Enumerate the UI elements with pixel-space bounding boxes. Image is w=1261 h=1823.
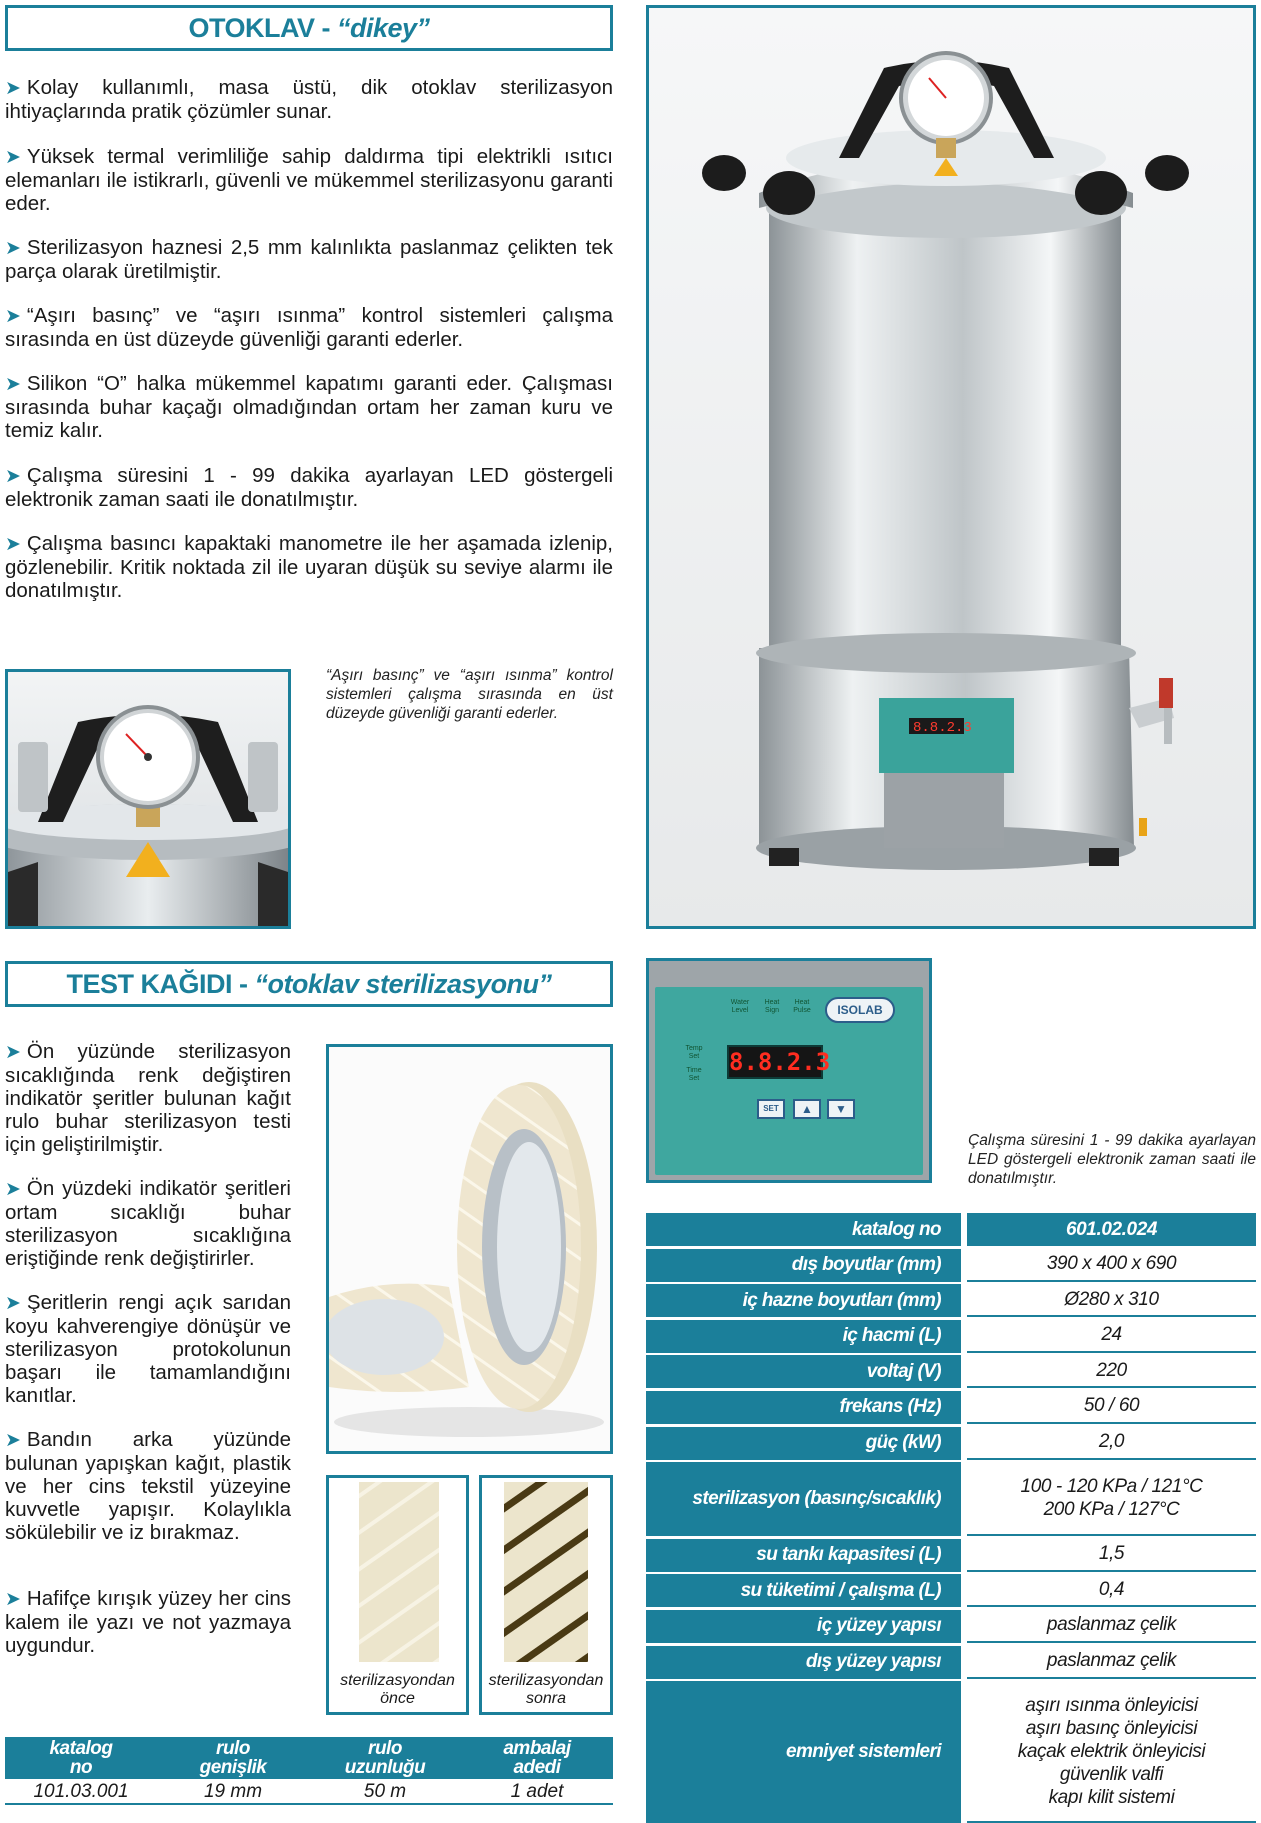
- spec-row: [646, 1462, 1256, 1536]
- table-row: [5, 1779, 613, 1805]
- led-display: [727, 1045, 831, 1079]
- spec-label: iç yüzey yapısı: [646, 1610, 961, 1643]
- spec-label: iç hacmi (L): [646, 1320, 961, 1353]
- cell-width: 19 mm: [203, 1781, 263, 1802]
- section1-title-main: OTOKLAV -: [188, 13, 337, 43]
- spec-row: [646, 1681, 1256, 1823]
- down-button[interactable]: [827, 1099, 855, 1119]
- bullet-3: ➤ Sterilizasyon haznesi 2,5 mm kalınlıkta paslanmaz çelikten tek parça olarak üretilmiştir.: [5, 236, 613, 283]
- spec-row: [646, 1284, 1256, 1317]
- test-bullet-1: ➤ Ön yüzünde sterilizasyon sıcaklığında renk değiştiren indikatör şeritler bulunan kağıt rulo buhar sterilizasyon testi için geliştirilmiştir.: [5, 1040, 291, 1156]
- set-button[interactable]: SET: [757, 1099, 785, 1119]
- bullet-7: ➤ Çalışma basıncı kapaktaki manometre ile her aşamada izlenip, gözlenebilir. Kritik noktada zil ile uyaran düşük su seviye alarmı ile donatılmıştır.: [5, 532, 613, 602]
- section2-title: [5, 961, 613, 1007]
- spec-row: [646, 1355, 1256, 1388]
- caption-panel: Çalışma süresini 1 - 99 dakika ayarlayan LED göstergeli elektronik zaman saati ile donatılmıştır.: [968, 1132, 1256, 1187]
- arrow-right-icon: ➤: [5, 1293, 21, 1314]
- spec-value: aşırı ısınma önleyicisi aşırı basınç önleyicisi kaçak elektrik önleyicisi güvenlik valfi kapı kilit sistemi: [967, 1681, 1256, 1823]
- arrow-right-icon: ➤: [5, 466, 21, 487]
- gauge-closeup-image: [5, 669, 291, 929]
- spec-value: 2,0: [967, 1427, 1256, 1460]
- arrow-right-icon: ➤: [5, 1589, 21, 1610]
- spec-label: emniyet sistemleri: [646, 1681, 961, 1823]
- arrow-right-icon: ➤: [5, 374, 21, 395]
- spec-value: 100 - 120 KPa / 121°C 200 KPa / 127°C: [967, 1462, 1256, 1536]
- test-bullet-4: ➤ Bandın arka yüzünde bulunan yapışkan kağıt, plastik ve her cins tekstil yüzeyine kuvvetle yapışır. Kolaylıkla sökülebilir ve iz bırakmaz.: [5, 1428, 291, 1544]
- autoclave-illustration: [649, 8, 1253, 926]
- brand-logo: ISOLAB: [825, 997, 895, 1023]
- spec-row: [646, 1610, 1256, 1643]
- bullet-1: ➤ Kolay kullanımlı, masa üstü, dik otoklav sterilizasyon ihtiyaçlarında pratik çözümler sunar.: [5, 76, 613, 123]
- spec-label: iç hazne boyutları (mm): [646, 1284, 961, 1317]
- cell-package: 1 adet: [510, 1781, 564, 1802]
- bullet-2: ➤ Yüksek termal verimliliğe sahip daldırma tipi elektrikli ısıtıcı elemanları ile istikrarlı, güvenli ve mükemmel sterilizasyonu garanti eder.: [5, 145, 613, 215]
- spec-value: 50 / 60: [967, 1391, 1256, 1424]
- caption-gauge: “Aşırı basınç” ve “aşırı ısınma” kontrol sistemleri çalışma sırasında en üst düzeyde güvenliği garanti ederler.: [326, 667, 613, 722]
- spec-value: paslanmaz çelik: [967, 1646, 1256, 1679]
- section2-title-main: TEST KAĞIDI -: [66, 969, 255, 999]
- autoclave-image: [646, 5, 1256, 929]
- spec-row: [646, 1646, 1256, 1679]
- spec-row: [646, 1539, 1256, 1572]
- spec-label: sterilizasyon (basınç/sıcaklık): [646, 1462, 961, 1536]
- panel-face: [655, 987, 923, 1175]
- gauge-closeup-illustration: [8, 672, 288, 926]
- table-header: [5, 1737, 613, 1779]
- spec-value: 1,5: [967, 1539, 1256, 1572]
- spec-value: 220: [967, 1355, 1256, 1388]
- heat-pulse-label: Heat Pulse: [793, 999, 811, 1014]
- test-bullet-2: ➤ Ön yüzdeki indikatör şeritleri ortam sıcaklığı buhar sterilizasyon sıcaklığına eriştiğinde renk değiştirirler.: [5, 1177, 291, 1270]
- test-paper-table: [5, 1737, 613, 1805]
- tape-roll-image: [326, 1044, 613, 1454]
- test-bullet-5: ➤ Hafifçe kırışık yüzey her cins kalem ile yazı ve not yazmaya uygundur.: [5, 1587, 291, 1657]
- header-catalog: katalog no: [49, 1738, 113, 1778]
- arrow-right-icon: ➤: [5, 238, 21, 259]
- spec-row: [646, 1574, 1256, 1607]
- before-label: sterilizasyondan önce: [340, 1672, 455, 1707]
- water-level-label: Water Level: [730, 999, 750, 1014]
- spec-row: [646, 1213, 1256, 1246]
- cell-length: 50 m: [363, 1781, 407, 1802]
- spec-row: [646, 1391, 1256, 1424]
- arrow-right-icon: ➤: [5, 1042, 21, 1063]
- spec-label: dış boyutlar (mm): [646, 1249, 961, 1282]
- heat-sign-label: Heat Sign: [764, 999, 780, 1014]
- spec-label: dış yüzey yapısı: [646, 1646, 961, 1679]
- spec-label: su tankı kapasitesi (L): [646, 1539, 961, 1572]
- control-panel-image: [646, 958, 932, 1183]
- spec-value: Ø280 x 310: [967, 1284, 1256, 1317]
- header-length: rulo uzunluğu: [344, 1738, 426, 1778]
- temp-set-label: Temp Set: [685, 1045, 703, 1060]
- spec-row: [646, 1249, 1256, 1282]
- spec-value: 390 x 400 x 690: [967, 1249, 1256, 1282]
- spec-label: frekans (Hz): [646, 1391, 961, 1424]
- section1-title: [5, 5, 613, 51]
- up-button[interactable]: [793, 1099, 821, 1119]
- spec-value: 24: [967, 1320, 1256, 1353]
- test-bullet-3: ➤ Şeritlerin rengi açık sarıdan koyu kahverengiye dönüşür ve sterilizasyon protokolunun başarı ile tamamlandığını kanıtlar.: [5, 1291, 291, 1407]
- time-set-label: Time Set: [686, 1067, 702, 1082]
- header-width: rulo genişlik: [199, 1738, 267, 1778]
- header-package: ambalaj adedi: [503, 1738, 571, 1778]
- strip-after-illustration: [482, 1478, 610, 1668]
- spec-table: [646, 1213, 1256, 1823]
- section2-title-sub: “otoklav sterilizasyonu”: [254, 969, 552, 999]
- spec-value: paslanmaz çelik: [967, 1610, 1256, 1643]
- bullet-6: ➤ Çalışma süresini 1 - 99 dakika ayarlayan LED göstergeli elektronik zaman saati ile donatılmıştır.: [5, 464, 613, 511]
- arrow-right-icon: ➤: [5, 78, 21, 99]
- bullet-4: ➤ “Aşırı basınç” ve “aşırı ısınma” kontrol sistemleri çalışma sırasında en üst düzeyde güvenliği garanti ederler.: [5, 304, 613, 351]
- arrow-right-icon: ➤: [5, 147, 21, 168]
- spec-row: [646, 1427, 1256, 1460]
- spec-label: voltaj (V): [646, 1355, 961, 1388]
- svg-text:8.8.2.3: 8.8.2.3: [913, 720, 972, 736]
- after-label: sterilizasyondan sonra: [488, 1672, 604, 1707]
- spec-label: katalog no: [646, 1213, 961, 1246]
- arrow-right-icon: ➤: [5, 534, 21, 555]
- tape-roll-illustration: [329, 1047, 610, 1451]
- arrow-right-icon: ➤: [5, 306, 21, 327]
- spec-value: 0,4: [967, 1574, 1256, 1607]
- strip-after-image: [479, 1475, 613, 1715]
- triangle-up-icon: ▲: [801, 1102, 813, 1116]
- led-display-value: 8.8.2.3: [729, 1048, 831, 1076]
- strip-before-illustration: [329, 1478, 466, 1668]
- triangle-down-icon: ▼: [835, 1102, 847, 1116]
- bullet-5: ➤ Silikon “O” halka mükemmel kapatımı garanti eder. Çalışması sırasında buhar kaçağı olmadığından ortam her zaman kuru ve temiz kalır.: [5, 372, 613, 442]
- spec-row: [646, 1320, 1256, 1353]
- spec-label: su tüketimi / çalışma (L): [646, 1574, 961, 1607]
- arrow-right-icon: ➤: [5, 1430, 21, 1451]
- spec-value: 601.02.024: [967, 1213, 1256, 1246]
- arrow-right-icon: ➤: [5, 1179, 21, 1200]
- section1-title-sub: “dikey”: [336, 13, 430, 43]
- strip-before-image: [326, 1475, 469, 1715]
- cell-catalog: 101.03.001: [33, 1781, 129, 1802]
- spec-label: güç (kW): [646, 1427, 961, 1460]
